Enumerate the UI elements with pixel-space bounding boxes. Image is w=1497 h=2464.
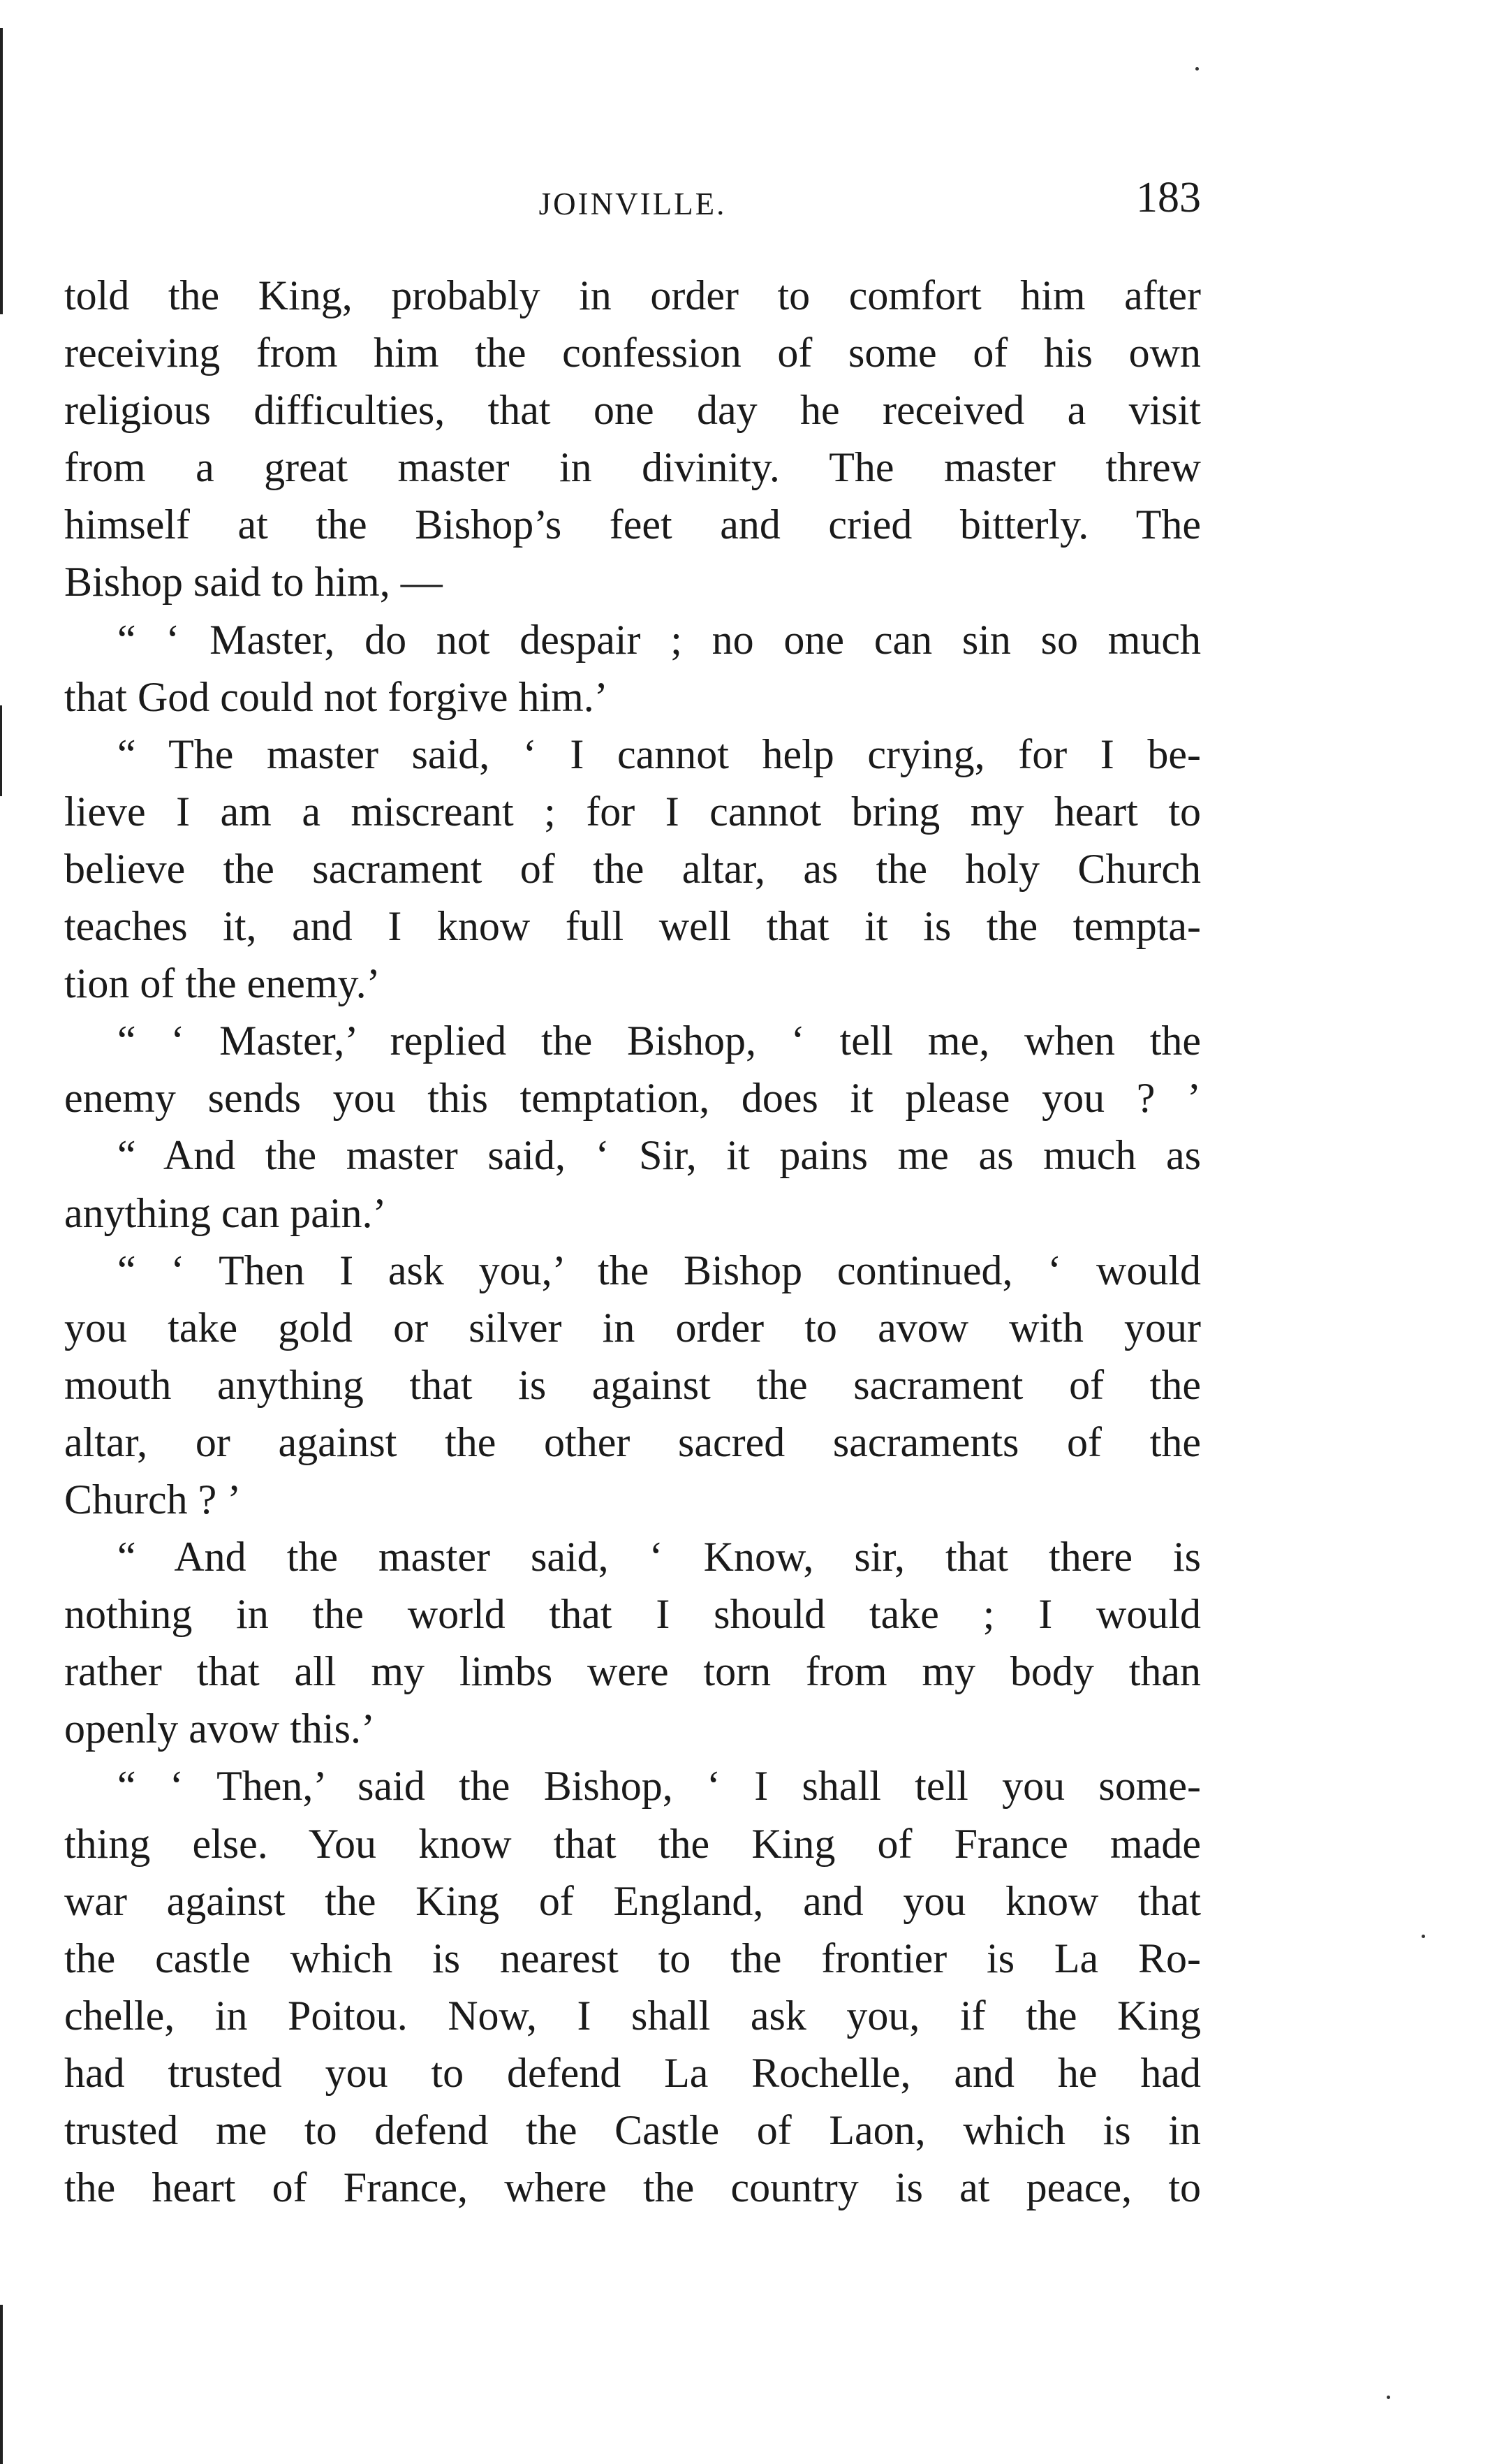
running-title: JOINVILLE. bbox=[538, 186, 727, 221]
body-text bbox=[64, 267, 1201, 2216]
text-line: altar, or against the other sacred sacraments of the bbox=[64, 1418, 1201, 1465]
text-line: himself at the Bishop’s feet and cried bitterly. The bbox=[64, 501, 1201, 548]
paper-speck bbox=[1422, 1935, 1425, 1938]
text-line: Church ? ’ bbox=[64, 1476, 242, 1523]
scan-edge-mark-bottom bbox=[0, 2305, 3, 2464]
text-line: “ And the master said, ‘ Know, sir, that there is bbox=[117, 1534, 1201, 1581]
text-line: lieve I am a miscreant ; for I cannot bring my heart to bbox=[64, 788, 1201, 835]
text-line: tion of the enemy.’ bbox=[64, 960, 381, 1007]
text-line: “ The master said, ‘ I cannot help crying, for I be- bbox=[117, 731, 1201, 777]
text-line: told the King, probably in order to comfort him after bbox=[64, 272, 1201, 318]
text-line: “ And the master said, ‘ Sir, it pains me as much as bbox=[117, 1132, 1201, 1179]
text-line: believe the sacrament of the altar, as the holy Church bbox=[64, 845, 1201, 892]
text-line: “ ‘ Master,’ replied the Bishop, ‘ tell me, when the bbox=[117, 1018, 1201, 1064]
text-line: teaches it, and I know full well that it is the tempta- bbox=[64, 903, 1201, 950]
text-line: the castle which is nearest to the frontier is La Ro- bbox=[64, 1935, 1201, 1981]
text-line: “ ‘ Master, do not despair ; no one can sin so much bbox=[117, 616, 1201, 663]
scan-edge-mark-middle bbox=[0, 705, 2, 796]
text-line: religious difficulties, that one day he received a visit bbox=[64, 387, 1201, 434]
text-line: receiving from him the confession of some of his own bbox=[64, 330, 1201, 376]
text-line: trusted me to defend the Castle of Laon, which is in bbox=[64, 2107, 1201, 2153]
text-line: war against the King of England, and you know that bbox=[64, 1877, 1201, 1924]
text-line: enemy sends you this temptation, does it please you ? ’ bbox=[64, 1075, 1201, 1122]
page-number: 183 bbox=[1136, 174, 1201, 221]
paper-speck bbox=[1387, 2396, 1390, 2399]
text-line: had trusted you to defend La Rochelle, and he had bbox=[64, 2049, 1201, 2096]
text-line: mouth anything that is against the sacrament of the bbox=[64, 1361, 1201, 1408]
text-line: you take gold or silver in order to avow with your bbox=[64, 1304, 1201, 1351]
text-line: that God could not forgive him.’ bbox=[64, 673, 608, 720]
text-line: nothing in the world that I should take ; I would bbox=[64, 1591, 1201, 1638]
paper-speck bbox=[1195, 67, 1199, 71]
text-line: “ ‘ Then,’ said the Bishop, ‘ I shall tell you some- bbox=[117, 1763, 1201, 1810]
text-line: Bishop said to him, — bbox=[64, 559, 443, 606]
text-line: openly avow this.’ bbox=[64, 1706, 375, 1752]
running-head bbox=[64, 173, 1201, 236]
text-line: thing else. You know that the King of France made bbox=[64, 1820, 1201, 1867]
text-line: anything can pain.’ bbox=[64, 1189, 387, 1236]
scan-edge-mark-top bbox=[0, 28, 3, 314]
text-line: the heart of France, where the country is at peace, to bbox=[64, 2164, 1201, 2211]
text-line: chelle, in Poitou. Now, I shall ask you, if the King bbox=[64, 1992, 1201, 2039]
text-line: “ ‘ Then I ask you,’ the Bishop continued, ‘ would bbox=[117, 1247, 1201, 1293]
text-line: rather that all my limbs were torn from my body than bbox=[64, 1648, 1201, 1695]
text-line: from a great master in divinity. The master threw bbox=[64, 444, 1201, 491]
